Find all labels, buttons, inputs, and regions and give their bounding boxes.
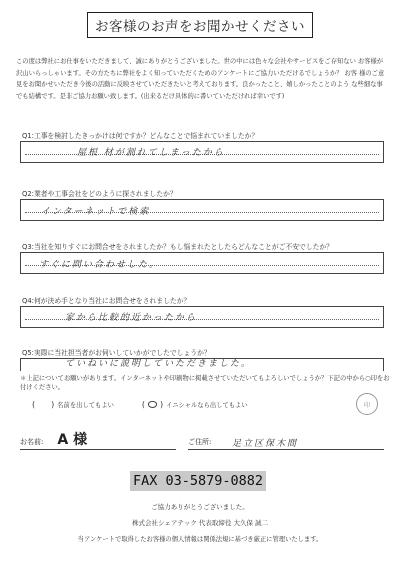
footer-privacy: 当アンケートで取得したお客様の個人情報は関係法規に基づき厳正に管理いたします。 (77, 536, 323, 543)
name-label: お名前: (20, 438, 44, 446)
answer-1-handwriting: 屋根 材が割れてしまったから (77, 148, 225, 158)
publication-choices (32, 399, 248, 410)
customer-info-row (20, 428, 384, 450)
address-value[interactable]: 足立区保木間 (232, 439, 299, 449)
heart-mark-icon (148, 401, 157, 408)
answer-1-box[interactable] (20, 141, 384, 163)
choice-paren-icon: ( ) (32, 400, 55, 409)
name-value[interactable]: A 様 (57, 432, 88, 448)
answer-2-box[interactable] (20, 199, 384, 221)
address-label: ご住所: (188, 438, 212, 446)
question-3-label: Q3:当社を知りすぐにお問合せをされましたか？もし悩まれたとしたらどんなことがご不安でしたか？ (22, 243, 334, 251)
answer-4-box[interactable] (20, 306, 384, 328)
address-underline (188, 449, 384, 450)
answer-2-handwriting: インターネットで検索 (41, 207, 151, 217)
fax-number: FAX 03-5879-0882 (130, 471, 266, 491)
choice-name-ok-label: 名前を出してもよい (57, 402, 114, 409)
answer-4-handwriting: 家から比較的近かったから (65, 313, 198, 323)
seal-stamp: 印 (356, 393, 378, 415)
footer-company: 株式会社シェアテック 代表取締役 大久保 誠二 (131, 519, 269, 527)
question-4-label: Q4:何が決め手となり当社にお問合せをされましたか？ (22, 297, 191, 305)
answer-3-handwriting: すぐに問い合わせした。 (39, 260, 161, 270)
choice-paren-close: ) (160, 400, 164, 409)
choice-initial-ok-label: イニシャルなら出してもよい (166, 402, 248, 409)
choice-name-ok[interactable] (32, 399, 114, 410)
question-2-label: Q2:業者や工事会社をどのように探されましたか？ (22, 190, 177, 198)
footer-thanks: ご協力ありがとうございました。 (151, 503, 249, 511)
answer-5-box[interactable] (20, 358, 384, 371)
choice-paren-open: ( (141, 400, 146, 409)
intro-text: この度は弊社にお仕事をいただきまして、誠にありがとうございました。世の中には色々な会社やサービスをご存知ない お客様が沢山いらっしゃいます。その方たちに弊社をよく知っていただくためのアンケートにご協力いただけるでしょうか？ お客 様のご意見をお聞かせいただき今後の活動に反映させていただきたいと考えております。良かったこと、嬉しかったことのよう な些細な事でも結構です。是非ご協力お願い致します。(出来るだけ具体的に書いていただければ幸いです) (16, 58, 385, 100)
question-5-label: Q5:実際に当社担当者がお伺いしていかがでしたでしょうか？ (22, 349, 211, 357)
answer-3-box[interactable] (20, 252, 384, 274)
page-title: お客様のお声をお聞かせください (87, 12, 313, 38)
publication-notice: ＊上記についてお願いがあります。インターネットや印刷物に掲載させていただいてもよろしいでしょうか？下記の中から○印をお付けください。 (20, 375, 390, 391)
choice-initial-ok[interactable] (142, 399, 248, 410)
answer-5-handwriting: ていねいに説明していただきました。 (65, 359, 253, 369)
question-1-label: Q1:工事を検討したきっかけは何ですか？どんなことで悩まれていましたか？ (22, 132, 259, 140)
name-underline (20, 449, 176, 450)
